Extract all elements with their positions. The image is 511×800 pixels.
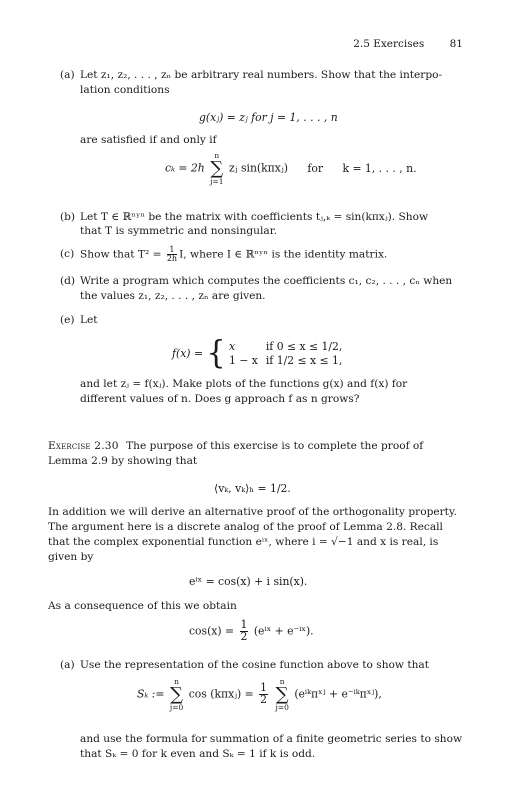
sk-half-den: 2 xyxy=(260,693,268,706)
part-d-line2: the values z₁, z₂, . . . , zₙ are given. xyxy=(80,290,266,302)
cosine-lhs: cos(x) = xyxy=(189,624,235,638)
case2-condition: if 1/2 ≤ x ≤ 1, xyxy=(265,353,343,367)
piecewise-cases xyxy=(229,340,350,368)
half-denominator: 2 xyxy=(240,629,248,643)
sk-lhs: Sₖ := xyxy=(137,687,165,701)
sk-middle: cos (kπxⱼ) = xyxy=(188,687,254,701)
exercise-intro: The purpose of this exercise is to complete the proof of xyxy=(126,440,424,452)
sk-sum2-upper: n xyxy=(279,677,285,686)
fraction-numerator: 1 xyxy=(167,246,177,255)
exercise-a-label: (a) xyxy=(60,659,75,671)
coefficient-body: zⱼ sin(kπxⱼ) xyxy=(228,161,288,175)
part-a-line3: are satisfied if and only if xyxy=(80,134,217,146)
case2-value: 1 − x xyxy=(228,353,258,367)
one-half-fraction xyxy=(240,620,249,643)
part-c-line1 xyxy=(80,246,387,263)
exercise-line1 xyxy=(48,440,423,453)
interpolation-condition-eq: g(xⱼ) = zⱼ for j = 1, . . . , n xyxy=(199,111,338,124)
page-number: 81 xyxy=(449,38,463,50)
sum-symbol: n ∑ j=1 xyxy=(210,151,224,186)
sk-half-num: 1 xyxy=(260,681,268,695)
exercise-line3: In addition we will derive an alternative proof of the orthogonality property. xyxy=(48,506,457,518)
exercise-a-line1: Use the representation of the cosine function above to show that xyxy=(80,659,429,671)
sk-sum-lower: j=0 xyxy=(169,702,184,712)
left-brace: { xyxy=(206,335,226,372)
sk-definition xyxy=(137,678,382,711)
part-a-label: (a) xyxy=(60,69,75,81)
piecewise-function xyxy=(172,336,350,371)
coefficient-for: for xyxy=(307,161,324,175)
part-a-line1: Let z₁, z₂, . . . , zₙ be arbitrary real numbers. Show that the interpo- xyxy=(80,69,443,81)
section-title: 2.5 Exercises xyxy=(353,38,425,50)
part-c-text-rest: I, where I ∈ ℝⁿʸⁿ is the identity matrix. xyxy=(179,248,388,261)
part-a-line2: lation conditions xyxy=(80,84,170,96)
exercise-line2: Lemma 2.9 by showing that xyxy=(48,455,198,467)
sk-half-fraction xyxy=(259,683,268,706)
exercise-title: Exercise 2.30 xyxy=(48,440,119,452)
cosine-rhs: (eⁱˣ + e⁻ⁱˣ). xyxy=(253,624,314,638)
part-b-label: (b) xyxy=(60,211,76,223)
exercise-line6: given by xyxy=(48,551,94,563)
part-e-line1: Let xyxy=(80,314,98,326)
exercise-line7: As a consequence of this we obtain xyxy=(48,600,237,612)
part-e-line3: different values of n. Does g approach f as n grows? xyxy=(80,393,360,405)
fraction-denominator: 2h xyxy=(166,254,178,263)
sum-lower-limit: j=1 xyxy=(210,176,224,186)
half-numerator: 1 xyxy=(240,618,248,631)
part-e-line2: and let zⱼ = f(xⱼ). Make plots of the functions g(x) and f(x) for xyxy=(80,378,408,390)
part-b-line2: that T is symmetric and nonsingular. xyxy=(80,225,277,237)
exercise-a-line2: and use the formula for summation of a finite geometric series to show xyxy=(80,733,463,745)
euler-formula: eⁱˣ = cos(x) + i sin(x). xyxy=(189,575,308,588)
piecewise-lhs: f(x) = xyxy=(172,347,203,360)
sk-sum-symbol-2: n ∑ j=0 xyxy=(275,677,289,712)
sum-upper-limit: n xyxy=(214,151,220,160)
one-over-2h-fraction xyxy=(167,246,177,263)
sk-rhs: (eⁱᵏπˣʲ + e⁻ⁱᵏπˣʲ), xyxy=(294,687,382,701)
exercise-line5: that the complex exponential function eⁱˣ, where i = √−1 and x is real, is xyxy=(48,536,439,548)
part-c-text: Show that T² = xyxy=(80,248,165,261)
running-header xyxy=(353,38,463,50)
exercise-a-line3: that Sₖ = 0 for k even and Sₖ = 1 if k is odd. xyxy=(80,748,316,760)
part-d-line1: Write a program which computes the coefficients c₁, c₂, . . . , cₙ when xyxy=(80,275,453,287)
cosine-identity xyxy=(189,620,314,643)
part-d-label: (d) xyxy=(60,275,76,287)
exercise-line4: The argument here is a discrete analog of the proof of Lemma 2.8. Recall xyxy=(48,521,443,533)
sk-sum-upper: n xyxy=(174,677,179,686)
case1-condition: if 0 ≤ x ≤ 1/2, xyxy=(265,339,343,353)
part-b-line1: Let T ∈ ℝⁿʸⁿ be the matrix with coefficients tⱼ,ₖ = sin(kπxⱼ). Show xyxy=(80,211,429,223)
sk-sum2-lower: j=0 xyxy=(275,702,289,712)
inner-product-eq: ⟨vₖ, vₖ⟩ₕ = 1/2. xyxy=(214,482,291,495)
part-e-label: (e) xyxy=(60,314,75,326)
coefficient-range: k = 1, . . . , n. xyxy=(342,161,417,175)
part-c-label: (c) xyxy=(60,248,75,260)
coefficient-lhs: cₖ = 2h xyxy=(165,161,205,175)
coefficient-formula xyxy=(165,152,417,185)
sk-sum-symbol: n ∑ j=0 xyxy=(169,677,184,712)
case1-value: x xyxy=(228,339,236,353)
